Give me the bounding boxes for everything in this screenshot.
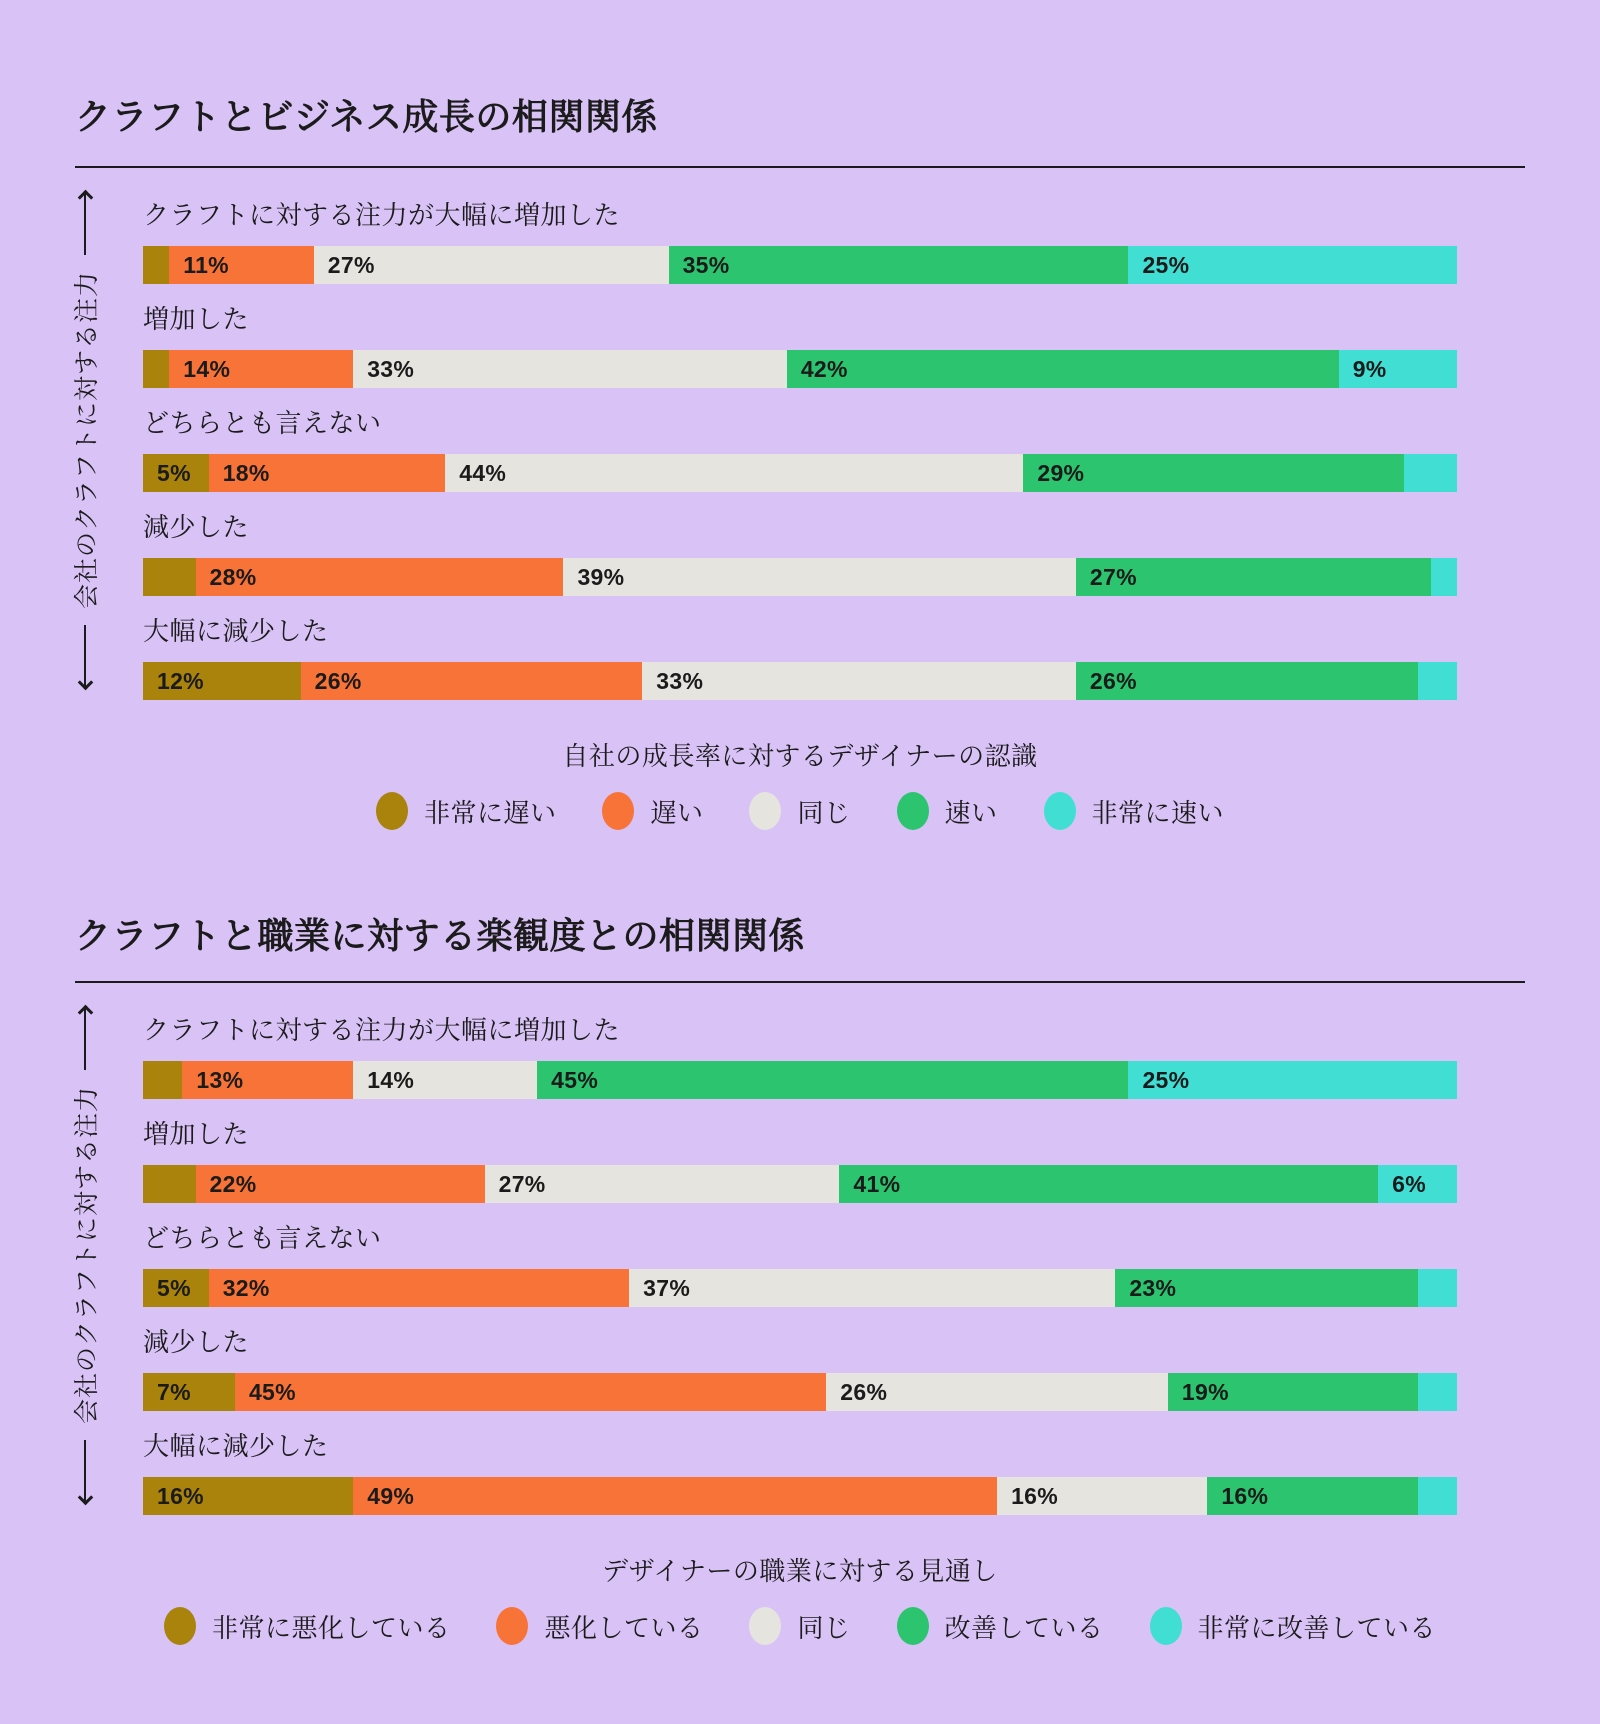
title-divider [75,981,1525,983]
bar-segment-very-slow [143,350,169,388]
bar-segment-much-improved [1378,1165,1457,1203]
legend-item-label: 同じ [797,797,851,828]
segment-value-label: 9% [1352,355,1387,382]
stacked-bar [143,1477,1457,1515]
legend-item-label: 非常に悪化している [211,1612,451,1643]
stacked-bar [143,1373,1457,1411]
segment-value-label: 14% [183,355,231,382]
segment-value-label: 11% [183,251,229,278]
bar-segment-very-slow [143,454,209,492]
bar-segment-slow [196,558,564,596]
category-label: クラフトに対する注力が大幅に増加した [143,1015,621,1046]
bar-row [143,1117,1457,1203]
bar-segment-slow [209,454,446,492]
legend-swatch-icon [602,792,634,830]
legend-item-label: 速い [944,797,998,828]
bar-segment-fast [1023,454,1404,492]
bar-segment-same [629,1269,1115,1307]
legend-item-label: 改善している [944,1612,1104,1643]
bar-segment-very-fast [1339,350,1457,388]
segment-value-label: 5% [157,459,191,486]
category-label: どちらとも言えない [143,1223,382,1254]
axis-up-arrow-icon [77,1005,93,1021]
bar-segment-much-improved [1418,1477,1457,1515]
segment-value-label: 18% [222,459,270,486]
legend-swatch-icon [749,1607,781,1645]
legend-title: 自社の成長率に対するデザイナーの認識 [562,741,1038,772]
segment-value-label: 29% [1037,459,1085,486]
stacked-bar [143,1165,1457,1203]
bar-segment-worse [209,1269,629,1307]
legend-item-improving [897,1607,1104,1645]
bar-segment-much-worse [143,1477,353,1515]
legend-item-label: 非常に遅い [423,797,557,828]
legend-item-label: 悪化している [544,1612,704,1643]
bar-segment-much-worse [143,1165,196,1203]
legend-swatch-icon [897,1607,929,1645]
segment-value-label: 45% [248,1378,296,1405]
segment-value-label: 5% [157,1274,191,1301]
category-label: 減少した [143,512,250,543]
bar-segment-much-improved [1128,1061,1457,1099]
legend-swatch-icon [164,1607,196,1645]
legend-item-same [749,1607,850,1645]
bar-segment-worse [235,1373,826,1411]
bar-segment-same [314,246,669,284]
stacked-bar [143,1269,1457,1307]
bar-segment-much-worse [143,1269,209,1307]
segment-value-label: 7% [157,1378,191,1405]
bar-segment-worse [182,1061,353,1099]
legend-item-fast [897,792,998,830]
legend-swatch-icon [1150,1607,1182,1645]
bar-segment-fast [1076,662,1418,700]
segment-value-label: 19% [1181,1378,1229,1405]
category-label: 増加した [143,1119,250,1150]
segment-value-label: 33% [367,355,415,382]
segment-value-label: 27% [498,1170,546,1197]
segment-value-label: 6% [1392,1170,1426,1197]
segment-value-label: 27% [1089,563,1137,590]
bar-segment-same [642,662,1076,700]
legend-item-label: 非常に速い [1091,797,1225,828]
chart-title: クラフトとビジネス成長の相関関係 [75,96,658,137]
bar-segment-improving [1207,1477,1417,1515]
bar-segment-slow [301,662,643,700]
stacked-bar [143,246,1457,284]
legend [75,1607,1525,1645]
legend-item-label: 非常に改善している [1197,1612,1437,1643]
segment-value-label: 27% [327,251,375,278]
bar-row [143,198,1457,284]
bar-segment-much-improved [1418,1269,1457,1307]
axis-down-arrow-icon [77,675,93,691]
axis-label-text: 会社のクラフトに対する注力 [73,271,101,610]
segment-value-label: 33% [656,667,704,694]
bar-row [143,302,1457,388]
bar-row [143,1013,1457,1099]
category-label: クラフトに対する注力が大幅に増加した [143,200,621,231]
legend-swatch-icon [749,792,781,830]
segment-value-label: 16% [1221,1482,1269,1509]
legend-swatch-icon [496,1607,528,1645]
stacked-bar [143,662,1457,700]
bar-segment-improving [537,1061,1128,1099]
y-axis-label [67,1007,103,1503]
category-label: 大幅に減少した [143,616,329,647]
segment-value-label: 25% [1142,251,1190,278]
legend-title: デザイナーの職業に対する見通し [602,1556,998,1587]
axis-down-arrow-icon [77,1490,93,1506]
bar-segment-fast [787,350,1339,388]
segment-value-label: 44% [459,459,507,486]
bar-segment-same [353,350,787,388]
segment-value-label: 35% [682,251,730,278]
bar-segment-very-slow [143,662,301,700]
legend-item-slow [602,792,703,830]
segment-value-label: 16% [157,1482,204,1509]
bar-segment-improving [1168,1373,1418,1411]
bar-segment-slow [169,246,314,284]
segment-value-label: 22% [209,1170,257,1197]
legend-swatch-icon [897,792,929,830]
category-label: 大幅に減少した [143,1431,329,1462]
bar-segment-same [445,454,1023,492]
bar-rows [143,198,1457,700]
segment-value-label: 28% [209,563,257,590]
segment-value-label: 13% [196,1066,244,1093]
bar-segment-same [353,1061,537,1099]
bar-segment-much-worse [143,1061,182,1099]
chart-section-optimism [75,914,1525,1645]
legend-swatch-icon [376,792,408,830]
segment-value-label: 12% [157,667,204,694]
segment-value-label: 45% [551,1066,599,1093]
segment-value-label: 23% [1129,1274,1177,1301]
bar-segment-same [563,558,1075,596]
axis-up-arrow-icon [77,190,93,206]
legend-item-same [749,792,850,830]
axis-label-text: 会社のクラフトに対する注力 [73,1086,101,1425]
category-label: 増加した [143,304,250,335]
legend-item-very-slow [376,792,557,830]
bar-segment-very-fast [1431,558,1457,596]
legend-item-label: 遅い [650,797,704,828]
segment-value-label: 32% [222,1274,270,1301]
stacked-bar [143,350,1457,388]
chart-body [73,1013,1457,1515]
segment-value-label: 39% [577,563,625,590]
legend-item-worse [496,1607,703,1645]
legend [75,792,1525,830]
bar-segment-same [826,1373,1168,1411]
bar-row [143,406,1457,492]
bar-segment-worse [196,1165,485,1203]
bar-segment-same [997,1477,1207,1515]
legend-item-very-fast [1044,792,1225,830]
bar-segment-same [485,1165,840,1203]
stacked-bar [143,1061,1457,1099]
bar-segment-very-slow [143,246,169,284]
bar-rows [143,1013,1457,1515]
bar-row [143,1325,1457,1411]
segment-value-label: 14% [367,1066,415,1093]
chart-title: クラフトと職業に対する楽観度との相関関係 [75,915,806,957]
bar-segment-slow [169,350,353,388]
category-label: どちらとも言えない [143,408,382,439]
bar-segment-improving [1115,1269,1417,1307]
legend-item-much-improved [1150,1607,1437,1645]
bar-segment-very-fast [1128,246,1457,284]
bar-segment-improving [839,1165,1378,1203]
bar-segment-much-improved [1418,1373,1457,1411]
segment-value-label: 16% [1011,1482,1059,1509]
bar-row [143,1221,1457,1307]
segment-value-label: 26% [1089,667,1137,694]
bar-row [143,1429,1457,1515]
segment-value-label: 25% [1142,1066,1190,1093]
category-label: 減少した [143,1327,250,1358]
stacked-bar [143,558,1457,596]
segment-value-label: 26% [840,1378,888,1405]
legend-item-label: 同じ [797,1612,851,1643]
chart-section-growth [75,95,1525,830]
bar-segment-very-fast [1404,454,1457,492]
bar-segment-very-fast [1418,662,1457,700]
bar-segment-worse [353,1477,997,1515]
legend-item-much-worse [164,1607,451,1645]
bar-segment-fast [1076,558,1431,596]
bar-row [143,614,1457,700]
legend-swatch-icon [1044,792,1076,830]
segment-value-label: 41% [853,1170,901,1197]
segment-value-label: 37% [643,1274,691,1301]
stacked-bar [143,454,1457,492]
segment-value-label: 42% [800,355,848,382]
segment-value-label: 26% [314,667,362,694]
chart-body [73,198,1457,700]
bar-segment-much-worse [143,1373,235,1411]
title-divider [75,166,1525,168]
segment-value-label: 49% [367,1482,415,1509]
bar-row [143,510,1457,596]
bar-segment-fast [669,246,1129,284]
y-axis-label [67,192,103,688]
bar-segment-very-slow [143,558,196,596]
